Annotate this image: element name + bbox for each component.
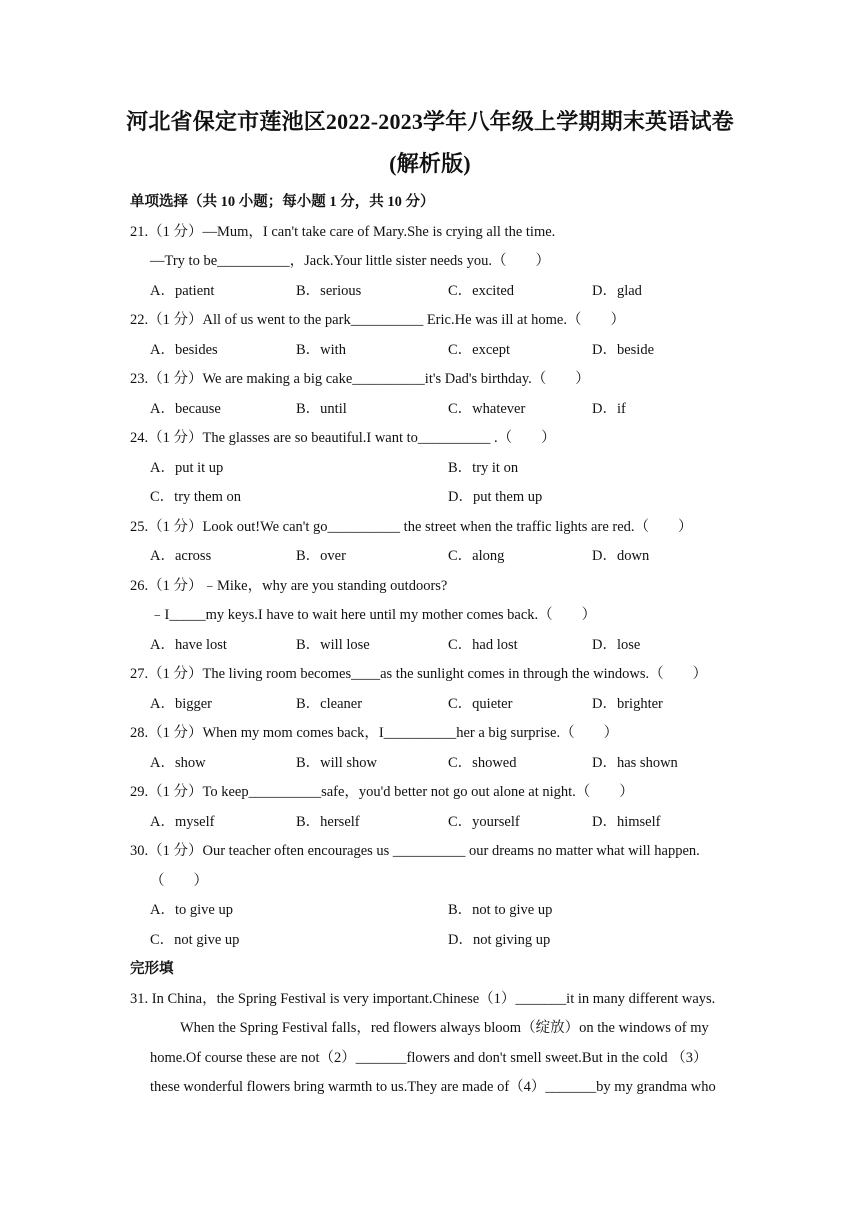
option-d: D．brighter xyxy=(592,696,663,712)
option-c: C．along xyxy=(448,548,505,564)
exam-title: 河北省保定市莲池区2022-2023学年八年级上学期期末英语试卷 xyxy=(126,109,734,134)
question-answer-brackets: （ ） xyxy=(150,873,208,889)
option-a: A．show xyxy=(150,755,206,771)
option-b: B．serious xyxy=(296,283,362,299)
option-d: D．has shown xyxy=(592,755,678,771)
option-c: C．not give up xyxy=(150,932,240,948)
question-text: ﹣I_____my keys.I have to wait here until my mother comes back.（ ） xyxy=(150,607,597,623)
question-text: 24.（1 分）The glasses are so beautiful.I want to__________ .（ ） xyxy=(130,430,556,446)
option-a: A．put it up xyxy=(150,460,224,476)
option-a: A．patient xyxy=(150,283,215,299)
option-b: B．try it on xyxy=(448,460,519,476)
passage-line: these wonderful flowers bring warmth to us.They are made of（4）_______by my grandma who xyxy=(150,1079,716,1095)
passage-line: When the Spring Festival falls，red flowers always bloom（绽放）on the windows of my xyxy=(180,1020,709,1036)
option-d: D．down xyxy=(592,548,650,564)
option-b: B．will show xyxy=(296,755,377,771)
option-d: D．not giving up xyxy=(448,932,551,948)
option-b: B．until xyxy=(296,401,347,417)
exam-title-subtitle: (解析版) xyxy=(389,151,471,176)
option-b: B．herself xyxy=(296,814,360,830)
question-text: 26.（1 分）﹣Mike，why are you standing outdoors? xyxy=(130,578,448,594)
option-c: C．except xyxy=(448,342,511,358)
option-a: A．across xyxy=(150,548,212,564)
option-b: B．cleaner xyxy=(296,696,363,712)
question-text: 21.（1 分）—Mum，I can't take care of Mary.She is crying all the time. xyxy=(130,224,556,240)
question-text: 27.（1 分）The living room becomes____as the sunlight comes in through the windows.（ ） xyxy=(130,666,708,682)
option-c: C．try them on xyxy=(150,489,242,505)
option-c: C．yourself xyxy=(448,814,520,830)
option-c: C．showed xyxy=(448,755,517,771)
question-text: 25.（1 分）Look out!We can't go__________ the street when the traffic lights are red.（ ） xyxy=(130,519,693,535)
option-a: A．besides xyxy=(150,342,218,358)
passage-line: home.Of course these are not（2）_______flowers and don't smell sweet.But in the cold （3） xyxy=(150,1050,708,1066)
option-c: C．excited xyxy=(448,283,515,299)
option-d: D．himself xyxy=(592,814,661,830)
option-a: A．bigger xyxy=(150,696,213,712)
question-text: 22.（1 分）All of us went to the park__________ Eric.He was ill at home.（ ） xyxy=(130,312,625,328)
option-d: D．beside xyxy=(592,342,655,358)
option-c: C．quieter xyxy=(448,696,513,712)
option-d: D．lose xyxy=(592,637,641,653)
section-heading-cloze: 完形填 xyxy=(130,961,174,977)
option-b: B．with xyxy=(296,342,346,358)
option-b: B．not to give up xyxy=(448,902,553,918)
question-text: 30.（1 分）Our teacher often encourages us __________ our dreams no matter what will happen. xyxy=(130,843,700,859)
question-text: 23.（1 分）We are making a big cake__________it's Dad's birthday.（ ） xyxy=(130,371,590,387)
option-d: D．put them up xyxy=(448,489,543,505)
option-a: A．because xyxy=(150,401,221,417)
option-a: A．to give up xyxy=(150,902,233,918)
section-heading-single-choice: 单项选择（共 10 小题；每小题 1 分，共 10 分） xyxy=(130,194,435,210)
option-b: B．over xyxy=(296,548,346,564)
question-text: —Try to be__________，Jack.Your little sister needs you.（ ） xyxy=(150,253,550,269)
option-d: D．if xyxy=(592,401,626,417)
passage-line: 31. In China，the Spring Festival is very important.Chinese（1）_______it in many different ways. xyxy=(130,991,716,1007)
question-text: 29.（1 分）To keep__________safe，you'd better not go out alone at night.（ ） xyxy=(130,784,634,800)
option-c: C．had lost xyxy=(448,637,518,653)
option-b: B．will lose xyxy=(296,637,370,653)
option-a: A．have lost xyxy=(150,637,227,653)
option-c: C．whatever xyxy=(448,401,526,417)
option-a: A．myself xyxy=(150,814,215,830)
question-text: 28.（1 分）When my mom comes back，I__________her a big surprise.（ ） xyxy=(130,725,619,741)
option-d: D．glad xyxy=(592,283,642,299)
